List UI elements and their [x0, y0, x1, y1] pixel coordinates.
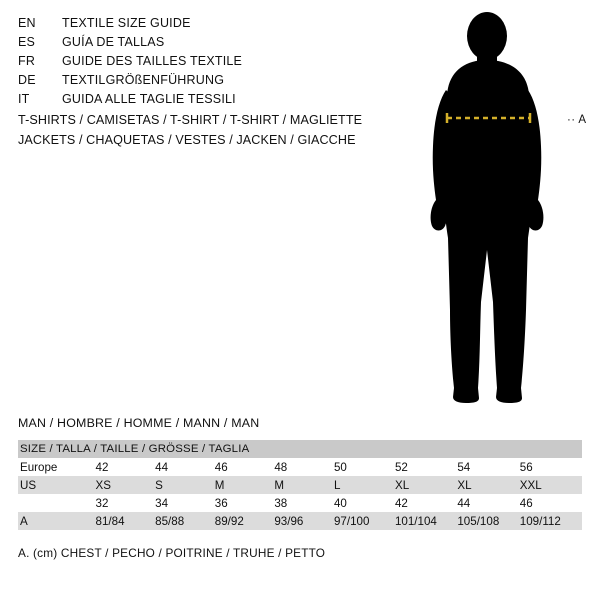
language-text: TEXTILGRÖßENFÜHRUNG: [62, 73, 225, 87]
table-cell: 46: [520, 494, 582, 512]
row-label: Europe: [18, 458, 96, 476]
table-row: [18, 512, 582, 530]
table-cell: 42: [96, 458, 156, 476]
table-row: [18, 476, 582, 494]
table-cell: S: [155, 476, 215, 494]
language-text: GUÍA DE TALLAS: [62, 35, 165, 49]
table-row: [18, 494, 582, 512]
table-header-row: [18, 440, 582, 458]
language-text: TEXTILE SIZE GUIDE: [62, 16, 191, 30]
language-row: [18, 33, 378, 52]
table-header-label: SIZE / TALLA / TAILLE / GRÖSSE / TAGLIA: [18, 440, 582, 458]
table-cell: 54: [457, 458, 519, 476]
table-cell: XL: [395, 476, 457, 494]
table-cell: XL: [457, 476, 519, 494]
language-row: [18, 90, 378, 109]
table-footnote: A. (cm) CHEST / PECHO / POITRINE / TRUHE / PETTO: [18, 546, 326, 560]
table-cell: 38: [274, 494, 334, 512]
table-cell: 101/104: [395, 512, 457, 530]
table-cell: L: [334, 476, 395, 494]
language-text: GUIDA ALLE TAGLIE TESSILI: [62, 92, 236, 106]
measure-label-a: ·· A: [567, 114, 587, 126]
table-cell: 36: [215, 494, 275, 512]
table-cell: XXL: [520, 476, 582, 494]
language-code: EN: [18, 16, 36, 30]
table-cell: 44: [155, 458, 215, 476]
table-cell: 44: [457, 494, 519, 512]
table-cell: 56: [520, 458, 582, 476]
language-row: [18, 71, 378, 90]
table-cell: 105/108: [457, 512, 519, 530]
language-code: DE: [18, 73, 36, 87]
language-row: [18, 14, 378, 33]
table-title: MAN / HOMBRE / HOMME / MANN / MAN: [18, 416, 260, 430]
male-silhouette-icon: [400, 10, 600, 410]
garment-categories: [18, 110, 438, 150]
table-cell: 89/92: [215, 512, 275, 530]
language-code: ES: [18, 35, 36, 49]
table-cell: XS: [96, 476, 156, 494]
table-cell: 42: [395, 494, 457, 512]
table-cell: 32: [96, 494, 156, 512]
table-cell: 52: [395, 458, 457, 476]
table-cell: 40: [334, 494, 395, 512]
table-cell: 109/112: [520, 512, 582, 530]
table-cell: M: [274, 476, 334, 494]
table-cell: 50: [334, 458, 395, 476]
size-table: [18, 440, 582, 530]
table-cell: 85/88: [155, 512, 215, 530]
table-row: [18, 458, 582, 476]
row-label: A: [18, 512, 96, 530]
body-figure: [400, 10, 600, 410]
row-label: [18, 494, 96, 512]
language-row: [18, 52, 378, 71]
table-cell: 81/84: [96, 512, 156, 530]
language-code: IT: [18, 92, 30, 106]
table-cell: 97/100: [334, 512, 395, 530]
language-code: FR: [18, 54, 36, 68]
table-cell: 46: [215, 458, 275, 476]
language-text: GUIDE DES TAILLES TEXTILE: [62, 54, 243, 68]
table-cell: M: [215, 476, 275, 494]
table-cell: 93/96: [274, 512, 334, 530]
garment-category-tshirts: T-SHIRTS / CAMISETAS / T-SHIRT / T-SHIRT / MAGLIETTE: [18, 113, 363, 127]
table-cell: 34: [155, 494, 215, 512]
garment-category-jackets: JACKETS / CHAQUETAS / VESTES / JACKEN / GIACCHE: [18, 133, 356, 147]
language-legend: [18, 14, 378, 109]
row-label: US: [18, 476, 96, 494]
table-cell: 48: [274, 458, 334, 476]
